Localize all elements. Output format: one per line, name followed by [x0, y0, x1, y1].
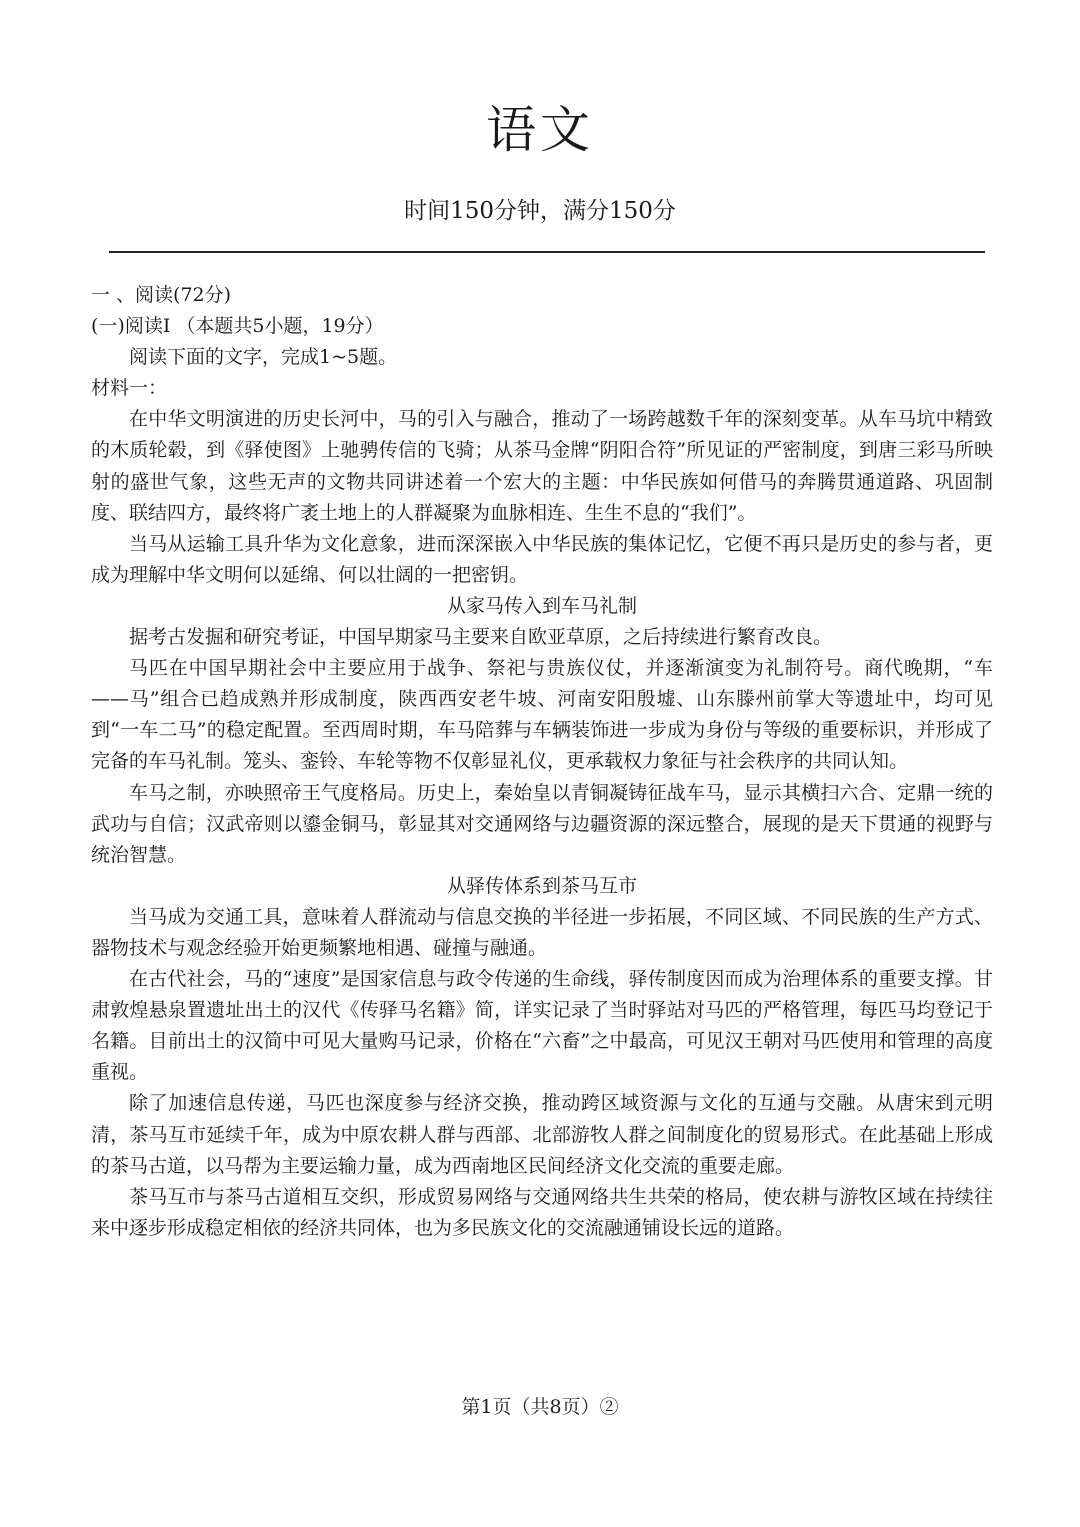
- paragraph: 据考古发掘和研究考证，中国早期家马主要来自欧亚草原，之后持续进行繁育改良。: [129, 626, 833, 649]
- paragraph: 在古代社会，马的“速度”是国家信息与政令传递的生命线，驿传制度因而成为治理体系的重要支撑。甘肃敦煌悬泉置遗址出土的汉代《传驿马名籍》简，详实记录了当时驿站对马匹的严格管理，每匹马均登记于名籍。目前出土的汉简中可见大量购马记录，价格在“六畜”之中最高，可见汉王朝对马匹使用和管理的高度重视。: [91, 968, 993, 1084]
- paragraph: 在中华文明演进的历史长河中，马的引入与融合，推动了一场跨越数千年的深刻变革。从车马坑中精致的木质轮毂，到《驿使图》上驰骋传信的飞骑；从茶马金牌“阴阳合符”所见证的严密制度，到唐三彩马所映射的盛世气象，这些无声的文物共同讲述着一个宏大的主题：中华民族如何借马的奔腾贯通道路、巩固制度、联结四方，最终将广袤土地上的人群凝聚为血脉相连、生生不息的“我们”。: [91, 408, 993, 524]
- subsection-title: 从家马传入到车马礼制: [446, 594, 637, 617]
- page-footer: 第1页（共8页）②: [461, 1396, 619, 1418]
- part-heading: (一)阅读I （本题共5小题，19分）: [91, 315, 384, 338]
- exam-content: [91, 280, 993, 1244]
- section-heading: 一 、阅读(72分): [91, 284, 232, 306]
- paragraph: 当马成为交通工具，意味着人群流动与信息交换的半径进一步拓展，不同区域、不同民族的生产方式、器物技术与观念经验开始更频繁地相遇、碰撞与融通。: [91, 905, 993, 959]
- exam-duration-score: 时间150分钟，满分150分: [404, 198, 676, 224]
- subsection-title: 从驿传体系到茶马互市: [446, 874, 637, 897]
- divider-line: [109, 251, 985, 253]
- page-title: 语文: [486, 101, 594, 159]
- paragraph: 马匹在中国早期社会中主要应用于战争、祭祀与贵族仪仗，并逐渐演变为礼制符号。商代晚期，“车——马”组合已趋成熟并形成制度，陕西西安老牛坡、河南安阳殷墟、山东滕州前掌大等遗址中，均可见到“一车二马”的稳定配置。至西周时期，车马陪葬与车辆装饰进一步成为身份与等级的重要标识，并形成了完备的车马礼制。笼头、銮铃、车轮等物不仅彰显礼仪，更承载权力象征与社会秩序的共同认知。: [91, 657, 993, 773]
- paragraph: 茶马互市与茶马古道相互交织，形成贸易网络与交通网络共生共荣的格局，使农耕与游牧区域在持续往来中逐步形成稳定相依的经济共同体，也为多民族文化的交流融通铺设长远的道路。: [91, 1185, 993, 1239]
- paragraph: 当马从运输工具升华为文化意象，进而深深嵌入中华民族的集体记忆，它便不再只是历史的参与者，更成为理解中华文明何以延绵、何以壮阔的一把密钥。: [91, 532, 993, 586]
- instruction-text: 阅读下面的文字，完成1~5题。: [129, 346, 398, 369]
- paragraph: 除了加速信息传递，马匹也深度参与经济交换，推动跨区域资源与文化的互通与交融。从唐宋到元明清，茶马互市延续千年，成为中原农耕人群与西部、北部游牧人群之间制度化的贸易形式。在此基础上形成的茶马古道，以马帮为主要运输力量，成为西南地区民间经济文化交流的重要走廊。: [91, 1092, 993, 1177]
- material-label: 材料一：: [91, 377, 168, 400]
- paragraph: 车马之制，亦映照帝王气度格局。历史上，秦始皇以青铜凝铸征战车马，显示其横扫六合、定鼎一统的武功与自信；汉武帝则以鎏金铜马，彰显其对交通网络与边疆资源的深远整合，展现的是天下贯通的视野与统治智慧。: [91, 781, 993, 866]
